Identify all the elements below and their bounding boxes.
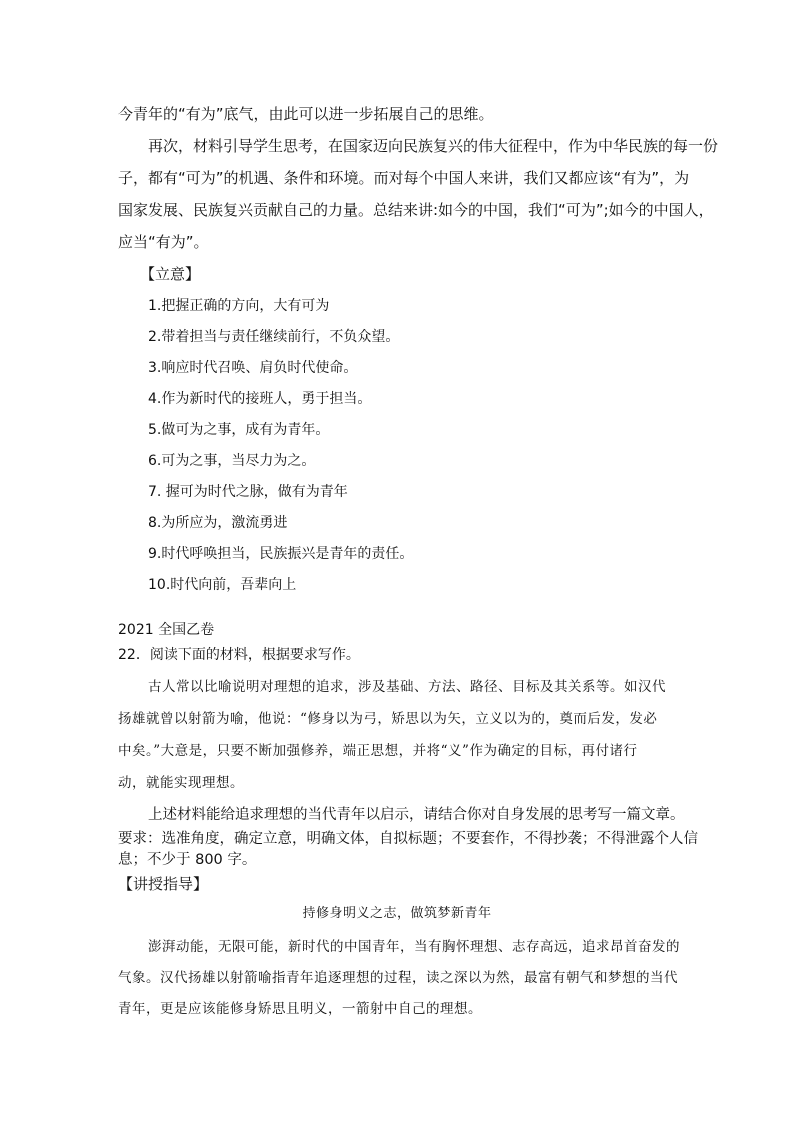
material-line: 扬雄就曾以射箭为喻，他说：“修身以为弓，矫思以为矢，立义以为的，奠而后发，发必	[118, 711, 658, 727]
essay-body-line: 澎湃动能，无限可能，新时代的中国青年，当有胸怀理想、志存高远，追求昂首奋发的	[148, 939, 680, 955]
liyi-item: 3.响应时代召唤、肩负时代使命。	[148, 360, 358, 376]
intro-line-1: 今青年的“有为”底气，由此可以进一步拓展自己的思维。	[118, 105, 494, 123]
liyi-item: 10.时代向前，吾辈向上	[148, 577, 297, 593]
liyi-item: 7. 握可为时代之脉，做有为青年	[148, 484, 348, 500]
exam-question: 22．阅读下面的材料，根据要求写作。	[118, 647, 360, 663]
essay-body-line: 气象。汉代扬雄以射箭喻指青年追逐理想的过程，读之深以为然，最富有朝气和梦想的当代	[118, 970, 678, 986]
exam-prompt: 上述材料能给追求理想的当代青年以启示，请结合你对自身发展的思考写一篇文章。	[148, 807, 685, 823]
material-line: 古人常以比喻说明对理想的追求，涉及基础、方法、路径、目标及其关系等。如汉代	[148, 679, 666, 695]
intro-line-5: 应当“有为”。	[118, 233, 209, 251]
exam-requirements-2: 息；不少于 800 字。	[118, 852, 257, 868]
liyi-item: 1.把握正确的方向，大有可为	[148, 298, 330, 314]
exam-source: 2021 全国乙卷	[118, 622, 215, 638]
liyi-item: 8.为所应为，激流勇进	[148, 515, 288, 531]
intro-line-3: 子，都有“可为”的机遇、条件和环境。而对每个中国人来讲，我们又都应该“有为”，为	[118, 169, 690, 187]
material-line: 中矣。”大意是，只要不断加强修养，端正思想，并将“义”作为确定的目标，再付诸行	[118, 743, 638, 759]
liyi-item: 5.做可为之事，成有为青年。	[148, 422, 330, 438]
material-line: 动，就能实现理想。	[118, 775, 244, 791]
liyi-item: 9.时代呼唤担当，民族振兴是青年的责任。	[148, 546, 414, 562]
liyi-item: 6.可为之事，当尽力为之。	[148, 453, 316, 469]
intro-line-4: 国家发展、民族复兴贡献自己的力量。总结来讲:如今的中国，我们“可为”;如今的中国人，	[118, 201, 714, 219]
essay-title: 持修身明义之志，做筑梦新青年	[302, 906, 492, 921]
liyi-item: 2.带着担当与责任继续前行，不负众望。	[148, 329, 400, 345]
liyi-item: 4.作为新时代的接班人，勇于担当。	[148, 391, 372, 407]
liyi-heading: 【立意】	[140, 265, 201, 283]
guide-heading: 【讲授指导】	[118, 875, 209, 893]
intro-line-2: 再次，材料引导学生思考，在国家迈向民族复兴的伟大征程中，作为中华民族的每一份	[148, 137, 719, 155]
exam-requirements-1: 要求：选准角度，确定立意，明确文体，自拟标题；不要套作，不得抄袭；不得泄露个人信	[118, 831, 698, 847]
essay-body-line: 青年，更是应该能修身矫思且明义，一箭射中自己的理想。	[118, 1001, 482, 1017]
